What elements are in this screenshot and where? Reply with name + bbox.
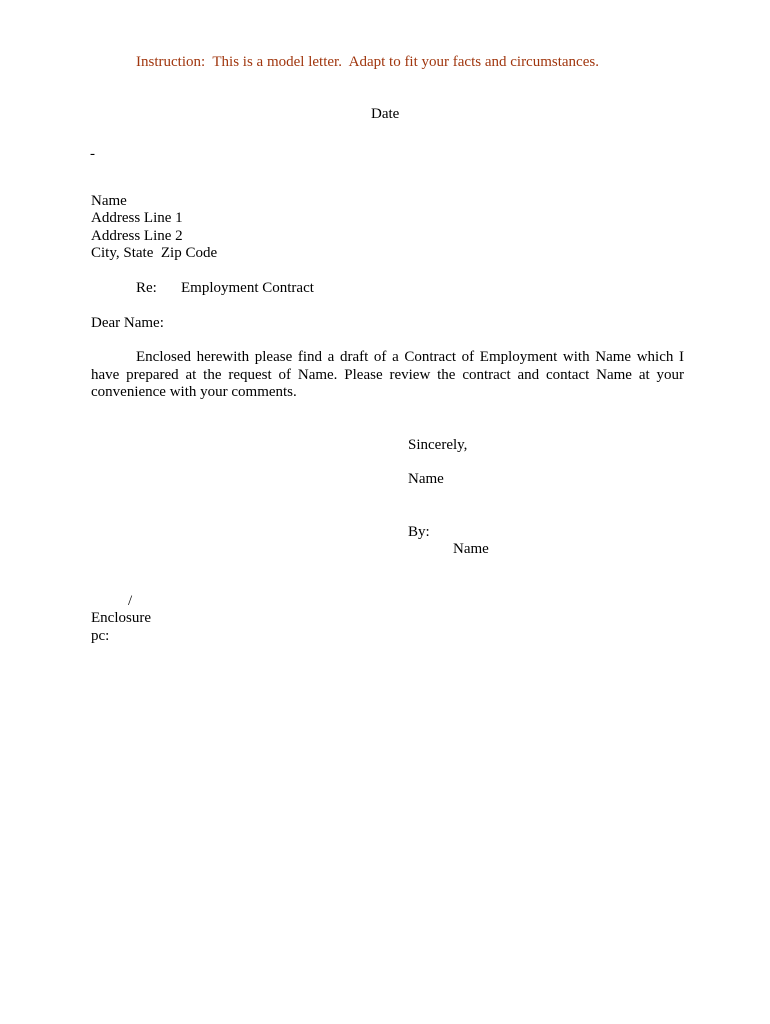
recipient-name: Name: [91, 193, 127, 209]
salutation: Dear Name:: [91, 315, 164, 331]
recipient-city-state-zip: City, State Zip Code: [91, 245, 218, 261]
body-paragraph: [91, 349, 684, 402]
enclosure-line: Enclosure: [91, 610, 151, 626]
closing-firm-name: Name: [408, 471, 444, 487]
closing-sincerely: Sincerely,: [408, 437, 468, 453]
initials-slash: /: [128, 593, 133, 609]
closing-by-label: By:: [408, 524, 430, 540]
recipient-address-line-2: Address Line 2: [91, 228, 183, 244]
instruction-note: Instruction: This is a model letter. Adapt to fit your facts and circumstances.: [136, 54, 599, 70]
date-line: Date: [371, 106, 400, 122]
pc-line: pc:: [91, 628, 110, 644]
closing-signer-name: Name: [453, 541, 489, 557]
re-subject: Employment Contract: [181, 280, 314, 296]
recipient-address-line-1: Address Line 1: [91, 210, 183, 226]
re-label: Re:: [136, 280, 157, 296]
body-text: Enclosed herewith please find a draft of a Contract of Employment with Name which I have prepared at the request of Name. Please review the contract and contact Name at your convenience with your comments.: [91, 349, 684, 400]
dash-mark: -: [90, 146, 95, 162]
